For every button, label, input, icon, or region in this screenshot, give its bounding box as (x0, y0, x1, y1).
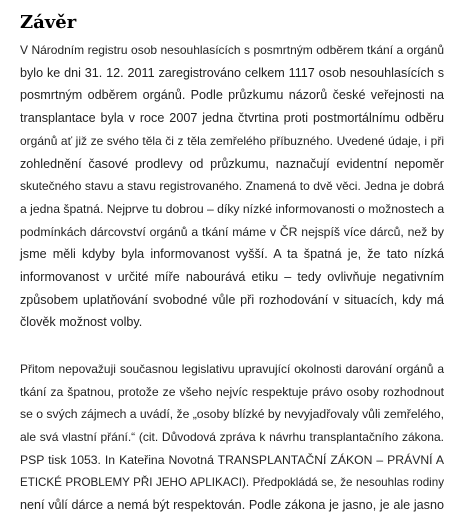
text-line: tkání za špatnou, protože ze všeho nejvíc respektuje právo osoby rozhodnout (20, 384, 444, 399)
text-line: se o svých zájmech a uvádí, že „osoby blízké by nevyjadřovaly vůli zemřelého, (20, 407, 445, 422)
text-line: bylo ke dni 31. 12. 2011 zaregistrováno celkem 1117 osob nesouhlasících s (20, 65, 444, 80)
text-line: orgánů ať již ze svého těla či z těla zemřelého příbuzného. Uvedené údaje, i při (20, 133, 444, 148)
text-line: informovanost v určité míře nabourává etiku – tedy ovlivňuje negativním (20, 270, 444, 285)
text-line: není vůlí dárce a nemá být respektován. Podle zákona je jasno, je ale jasno (20, 498, 444, 513)
text-line: a jedna špatná. Nejprve tu dobrou – díky nízké informovanosti o možnostech a (20, 201, 445, 216)
section-heading: Závěr (20, 12, 77, 33)
text-line: posmrtným odběrem orgánů. Podle průzkumu názorů české veřejnosti na (20, 88, 444, 103)
text-line: skutečného stavu a stavu registrovaného. Znamená to dvě věci. Jedna je dobrá (20, 179, 444, 194)
text-line: podmínkách dárcovství orgánů a tkání máme v ČR nejspíš více dárců, než by (20, 224, 444, 239)
text-line: Přitom nepovažuji současnou legislativu upravující okolnosti darování orgánů a (20, 362, 444, 376)
text-line: člověk možnost volby. (20, 315, 143, 330)
paragraph-2 (20, 358, 444, 517)
text-line: PSP tisk 1053. In Kateřina Novotná TRANSPLANTAČNÍ ZÁKON – PRÁVNÍ A (20, 452, 444, 467)
text-line: V Národním registru osob nesouhlasících s posmrtným odběrem tkání a orgánů (20, 43, 444, 57)
text-line: ETICKÉ PROBLEMY PŘI JEHO APLIKACI). Předpokládá se, že nesouhlas rodiny (20, 475, 444, 489)
text-line: zohlednění časové prodlevy od průzkumu, naznačují evidentní nepoměr (20, 156, 444, 171)
text-line: způsobem uplatňování svobodné vůle při rozhodování v situacích, kdy má (20, 292, 444, 307)
text-line: jsme měli kdyby byla informovanost vyšší. A ta špatná je, že tato nízká (20, 247, 444, 262)
text-line: ale svá vlastní přání.“ (cit. Důvodová zpráva k návrhu transplantačního zákona. (20, 430, 444, 445)
paragraph-1 (20, 39, 444, 334)
text-line: transplantace byla v roce 2007 jedna čtvrtina proti postmortálnímu odběru (20, 111, 444, 126)
